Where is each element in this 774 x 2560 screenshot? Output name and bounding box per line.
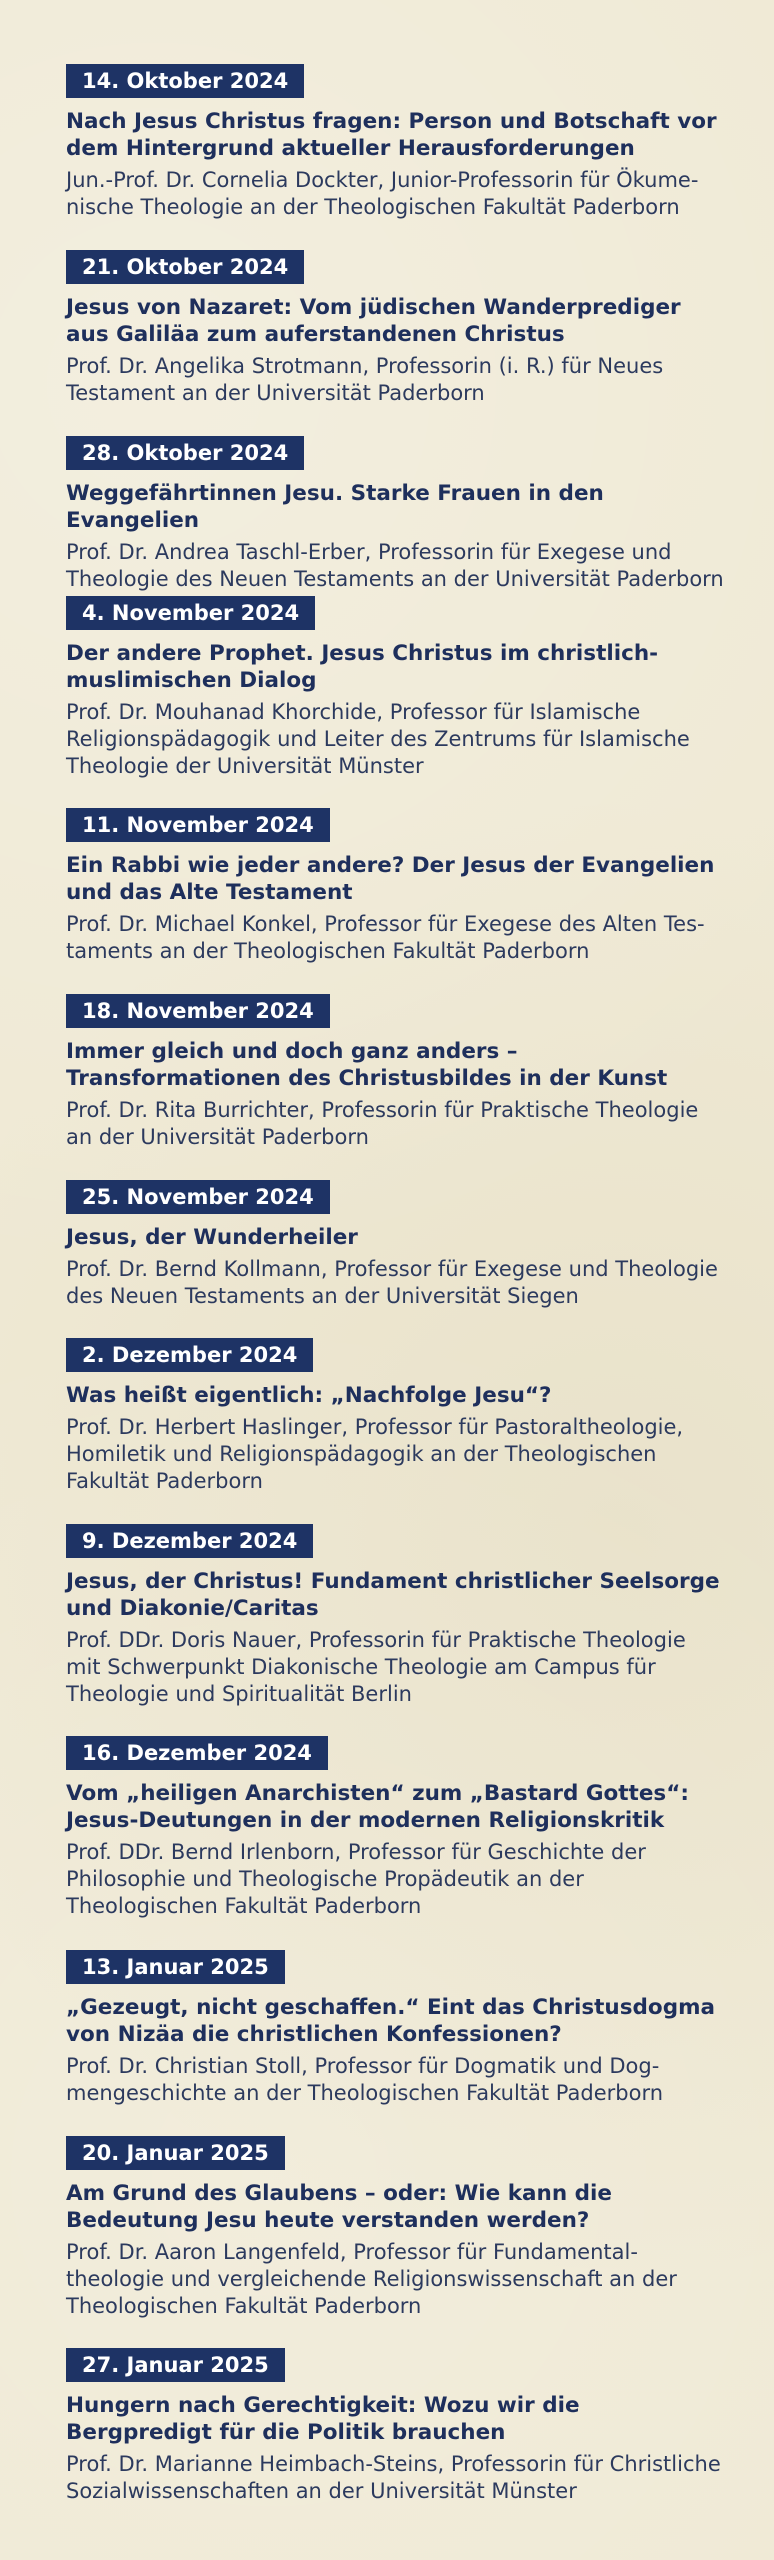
event-item — [66, 64, 726, 221]
event-speaker: Jun.-Prof. Dr. Cornelia Dockter, Junior-Professorin für Ökume-nische Theologie an der Theologischen Fakultät Paderborn — [66, 168, 699, 219]
event-date: 14. Oktober 2024 — [66, 64, 304, 98]
event-item — [66, 1950, 726, 2107]
event-speaker: Prof. Dr. Aaron Langenfeld, Professor für Fundamental-theologie und vergleichende Religionswissenschaft an der Theologischen Fakultät Paderborn — [66, 2240, 677, 2318]
event-item — [66, 1338, 726, 1495]
event-speaker: Prof. Dr. Herbert Haslinger, Professor für Pastoraltheologie, Homiletik und Religionspädagogik an der Theologischen Fakultät Paderborn — [66, 1415, 684, 1493]
event-date: 13. Januar 2025 — [66, 1950, 285, 1984]
event-title: Nach Jesus Christus fragen: Person und Botschaft vor dem Hintergrund aktueller Herausforderungen — [66, 109, 717, 161]
event-speaker: Prof. DDr. Bernd Irlenborn, Professor für Geschichte der Philosophie und Theologische Propädeutik an der Theologischen Fakultät Paderborn — [66, 1840, 646, 1918]
event-date: 18. November 2024 — [66, 994, 330, 1028]
event-speaker: Prof. Dr. Mouhanad Khorchide, Professor für Islamische Religionspädagogik und Leiter des Zentrums für Islamische Theologie der Universität Münster — [66, 700, 690, 778]
event-title: Immer gleich und doch ganz anders – Transformationen des Christusbildes in der Kunst — [66, 1039, 668, 1091]
event-item — [66, 1736, 726, 1920]
event-speaker: Prof. Dr. Rita Burrichter, Professorin für Praktische Theologie an der Universität Paderborn — [66, 1098, 699, 1149]
event-speaker: Prof. Dr. Michael Konkel, Professor für Exegese des Alten Tes-taments an der Theologischen Fakultät Paderborn — [66, 912, 705, 963]
event-item — [66, 250, 726, 407]
event-date: 11. November 2024 — [66, 808, 330, 842]
event-title: Weggefährtinnen Jesu. Starke Frauen in den Evangelien — [66, 481, 604, 533]
event-speaker: Prof. Dr. Christian Stoll, Professor für Dogmatik und Dog-mengeschichte an der Theologischen Fakultät Paderborn — [66, 2054, 664, 2105]
event-title: Vom „heiligen Anarchisten“ zum „Bastard Gottes“: Jesus-Deutungen in der modernen Religionskritik — [66, 1781, 689, 1833]
event-speaker: Prof. Dr. Marianne Heimbach-Steins, Professorin für Christliche Sozialwissenschaften an der Universität Münster — [66, 2452, 721, 2503]
event-date: 27. Januar 2025 — [66, 2348, 285, 2382]
event-title: Jesus, der Christus! Fundament christlicher Seelsorge und Diakonie/Caritas — [66, 1569, 720, 1621]
event-item — [66, 808, 726, 965]
event-title: Jesus, der Wunderheiler — [66, 1225, 358, 1250]
event-speaker: Prof. DDr. Doris Nauer, Professorin für Praktische Theologie mit Schwerpunkt Diakonische Theologie am Campus für Theologie und Spiritualität Berlin — [66, 1628, 686, 1706]
event-item — [66, 994, 726, 1151]
event-date: 25. November 2024 — [66, 1180, 330, 1214]
event-title: Jesus von Nazaret: Vom jüdischen Wanderprediger aus Galiläa zum auferstandenen Christus — [66, 295, 681, 347]
event-date: 28. Oktober 2024 — [66, 436, 304, 470]
event-item — [66, 1524, 726, 1708]
event-speaker: Prof. Dr. Andrea Taschl-Erber, Professorin für Exegese und Theologie des Neuen Testaments an der Universität Paderborn — [66, 540, 724, 591]
event-title: Am Grund des Glaubens – oder: Wie kann die Bedeutung Jesu heute verstanden werden? — [66, 2181, 612, 2233]
event-title: Was heißt eigentlich: „Nachfolge Jesu“? — [66, 1383, 552, 1408]
event-speaker: Prof. Dr. Bernd Kollmann, Professor für Exegese und Theologie des Neuen Testaments an der Universität Siegen — [66, 1257, 718, 1308]
event-date: 20. Januar 2025 — [66, 2136, 285, 2170]
event-date: 21. Oktober 2024 — [66, 250, 304, 284]
event-item — [66, 2136, 726, 2320]
event-item — [66, 2348, 726, 2505]
event-date: 16. Dezember 2024 — [66, 1736, 328, 1770]
event-title: Hungern nach Gerechtigkeit: Wozu wir die Bergpredigt für die Politik brauchen — [66, 2393, 580, 2445]
event-item — [66, 596, 726, 780]
event-item — [66, 1180, 726, 1310]
event-title: „Gezeugt, nicht geschaffen.“ Eint das Christusdogma von Nizäa die christlichen Konfessionen? — [66, 1995, 715, 2047]
event-date: 9. Dezember 2024 — [66, 1524, 313, 1558]
event-title: Ein Rabbi wie jeder andere? Der Jesus der Evangelien und das Alte Testament — [66, 853, 715, 905]
event-item — [66, 436, 726, 593]
event-date: 2. Dezember 2024 — [66, 1338, 313, 1372]
event-speaker: Prof. Dr. Angelika Strotmann, Professorin (i. R.) für Neues Testament an der Universität Paderborn — [66, 354, 664, 405]
event-title: Der andere Prophet. Jesus Christus im christlich-muslimischen Dialog — [66, 641, 659, 693]
event-date: 4. November 2024 — [66, 596, 315, 630]
